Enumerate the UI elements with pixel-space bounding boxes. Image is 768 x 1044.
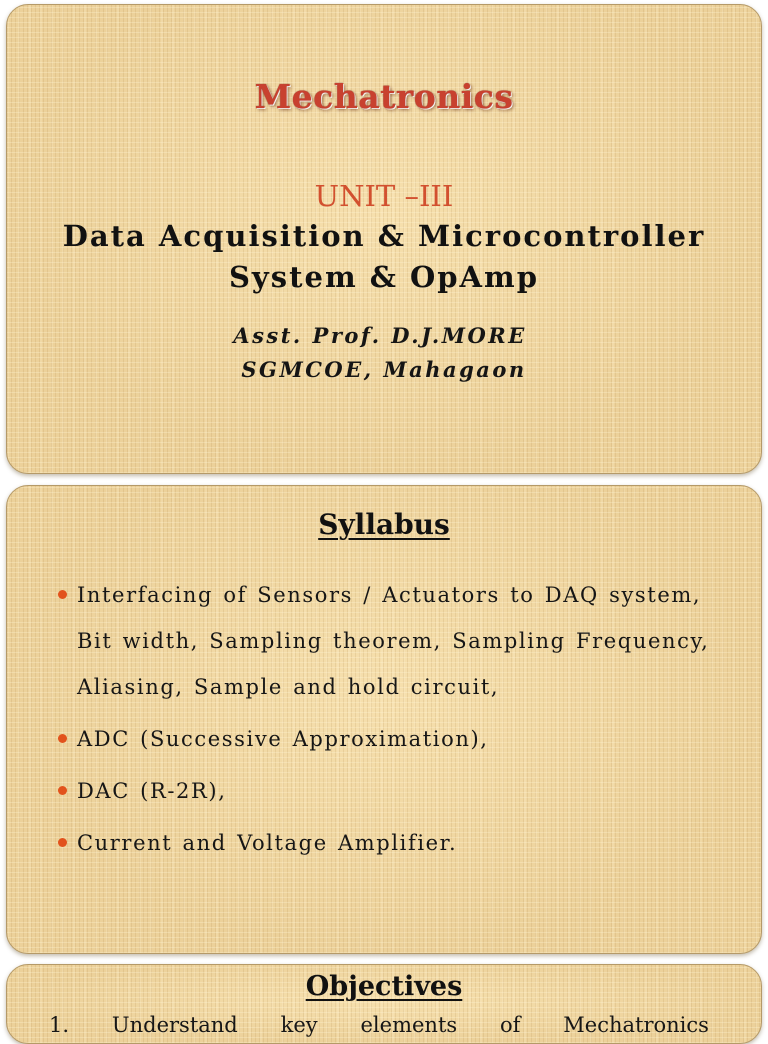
subtitle-line-1: Data Acquisition & Microcontroller: [62, 219, 706, 253]
subtitle-line-2: System & OpAmp: [228, 260, 540, 294]
author-name: Asst. Prof. D.J.MORE: [233, 323, 527, 348]
slide-title: Mechatronics: [254, 77, 514, 116]
bullet-text-line: Interfacing of Sensors / Actuators to DAQ system,: [77, 583, 702, 607]
objectives-heading: Objectives: [305, 971, 463, 1002]
syllabus-heading: Syllabus: [318, 508, 450, 541]
syllabus-bullet-list: [55, 572, 715, 872]
bullet-text-line: Aliasing, Sample and hold circuit,: [77, 675, 500, 699]
bullet-dot-icon: [58, 590, 67, 599]
list-item: [55, 820, 715, 866]
bullet-dot-icon: [58, 734, 67, 743]
title-slide: [6, 4, 762, 474]
list-item: [55, 768, 715, 814]
bullet-dot-icon: [58, 786, 67, 795]
bullet-text-line: Bit width, Sampling theorem, Sampling Frequency,: [77, 629, 710, 653]
list-item: [55, 572, 715, 710]
objective-word: Understand: [111, 1013, 238, 1037]
bullet-text-line: Current and Voltage Amplifier.: [77, 831, 458, 855]
objective-item-1: [49, 1013, 709, 1037]
author-institution: SGMCOE, Mahagaon: [241, 357, 527, 382]
unit-label: UNIT –III: [314, 179, 454, 213]
objective-word: of: [500, 1013, 521, 1037]
objective-word: elements: [360, 1013, 458, 1037]
objective-word: Mechatronics: [563, 1013, 709, 1037]
objective-word: key: [280, 1013, 318, 1037]
bullet-dot-icon: [58, 838, 67, 847]
list-item: [55, 716, 715, 762]
objectives-slide: [6, 964, 762, 1044]
bullet-text-line: DAC (R-2R),: [77, 779, 227, 803]
bullet-text-line: ADC (Successive Approximation),: [77, 727, 489, 751]
syllabus-slide: [6, 485, 762, 954]
objective-word: 1.: [49, 1013, 70, 1037]
